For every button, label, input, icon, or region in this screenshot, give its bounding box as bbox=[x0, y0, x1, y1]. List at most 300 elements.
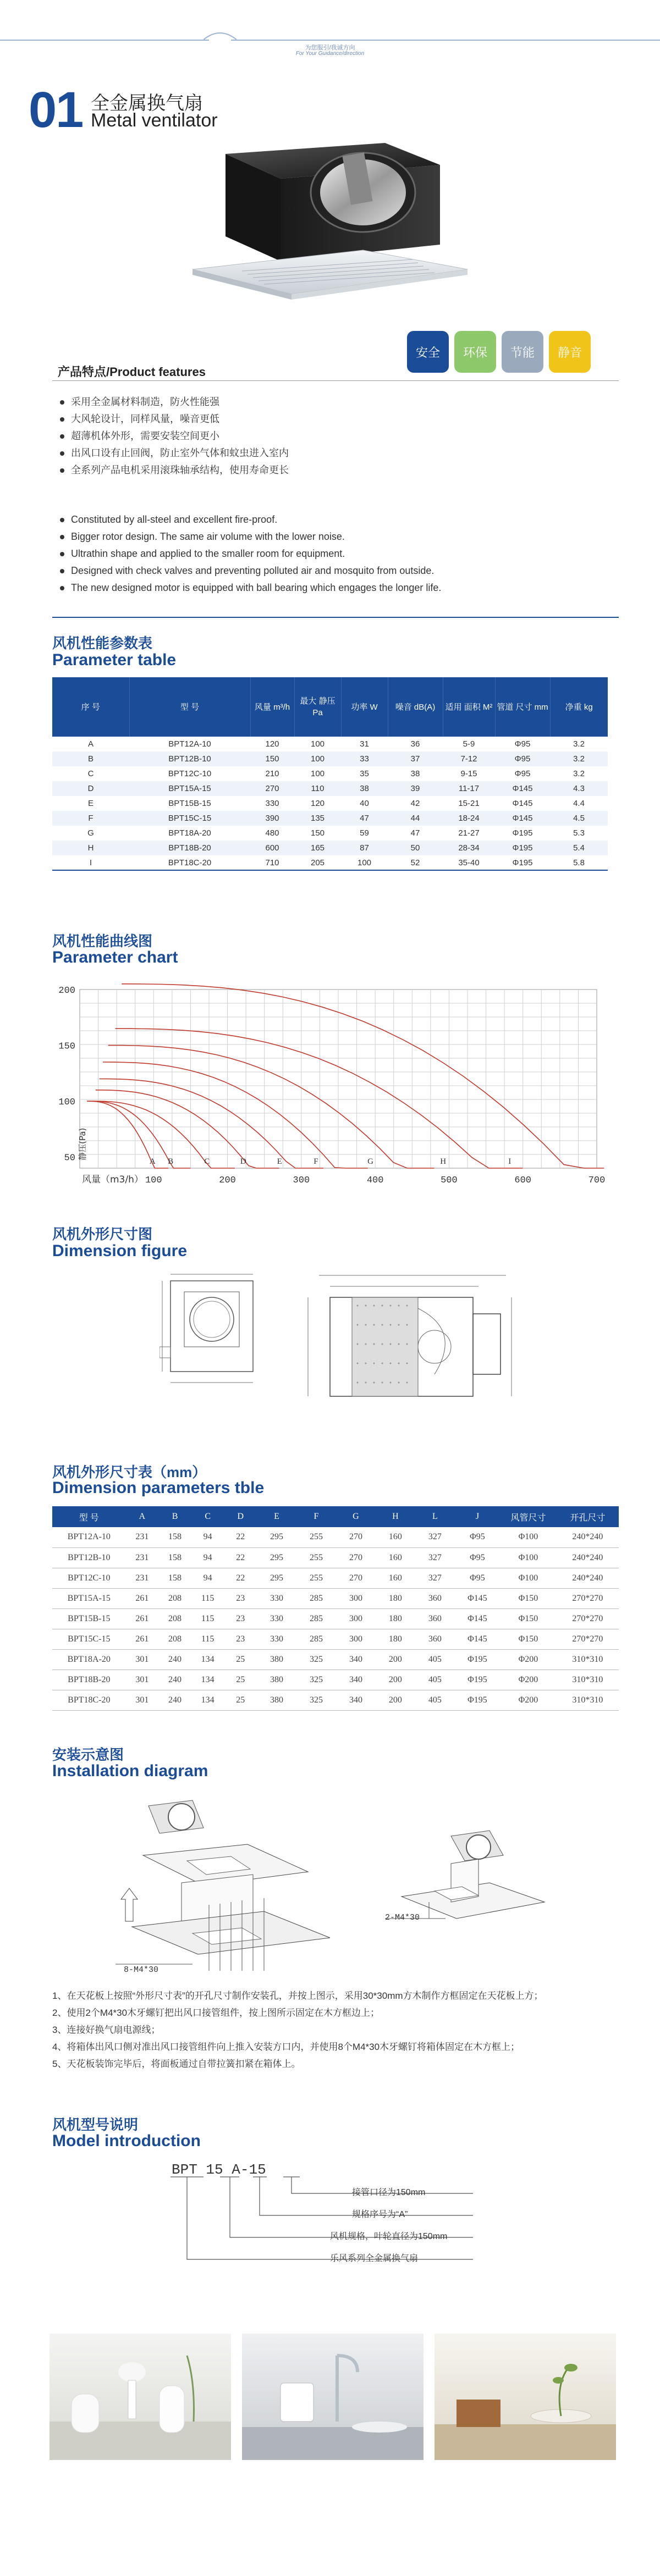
param-table-row bbox=[52, 841, 608, 855]
feature-cn: 全系列产品电机采用滚珠轴承结构，使用寿命更长 bbox=[58, 462, 608, 479]
param-col-header: 功率 W bbox=[341, 677, 388, 737]
parameter-table bbox=[52, 677, 608, 871]
param-col-header: 噪音 dB(A) bbox=[388, 677, 443, 737]
param-cell: E bbox=[87, 799, 94, 808]
param-col-header: 序 号 bbox=[52, 677, 129, 737]
feature-en: Ultrathin shape and applied to the smaller room for equipment. bbox=[58, 545, 635, 562]
chart-series-label: C bbox=[204, 1157, 210, 1166]
model-heading-en: Model introduction bbox=[52, 2132, 201, 2150]
dim-table-row bbox=[52, 1547, 619, 1568]
dim-cell: Φ95 bbox=[455, 1547, 500, 1568]
param-cell: Φ145 bbox=[495, 781, 550, 796]
param-table-row bbox=[52, 826, 608, 841]
param-col-header: 型 号 bbox=[129, 677, 250, 737]
chart-x-tick-label: 100 bbox=[145, 1175, 162, 1186]
dim-cell: Φ150 bbox=[500, 1629, 557, 1649]
installation-steps bbox=[52, 1987, 630, 2072]
dim-cell: 325 bbox=[296, 1690, 336, 1710]
dim-cell: 240*240 bbox=[557, 1527, 619, 1547]
param-cell: Φ145 bbox=[512, 799, 533, 808]
param-table-row bbox=[52, 737, 608, 751]
param-cell: 100 bbox=[294, 751, 341, 766]
dim-cell: 301 bbox=[126, 1690, 159, 1710]
chart-y-tick-label: 200 bbox=[58, 986, 75, 996]
dimension-table bbox=[52, 1506, 619, 1711]
install-label-right: 2-M4*30 bbox=[385, 1913, 420, 1922]
param-heading-en: Parameter table bbox=[52, 651, 177, 669]
dim-cell: 310*310 bbox=[557, 1649, 619, 1670]
param-cell: 50 bbox=[388, 841, 443, 855]
dim-cell: 134 bbox=[191, 1649, 224, 1670]
dim-col-header: L bbox=[415, 1506, 455, 1527]
install-heading-cn: 安装示意图 bbox=[52, 1746, 124, 1763]
dim-cell: BPT18A-20 bbox=[52, 1649, 126, 1670]
dim-cell: 180 bbox=[376, 1629, 415, 1649]
param-cell: 4.5 bbox=[550, 811, 608, 826]
param-cell: 33 bbox=[341, 751, 388, 766]
dim-cell: 160 bbox=[376, 1568, 415, 1588]
dim-cell: 180 bbox=[376, 1608, 415, 1629]
dim-cell: 94 bbox=[191, 1547, 224, 1568]
feature-en: Bigger rotor design. The same air volume with the lower noise. bbox=[58, 528, 635, 545]
dim-cell: BPT12B-10 bbox=[52, 1547, 126, 1568]
installation-diagram-left bbox=[110, 1789, 341, 1976]
dim-cell: 285 bbox=[296, 1608, 336, 1629]
param-cell: I bbox=[52, 855, 129, 870]
dim-cell: 360 bbox=[415, 1588, 455, 1608]
param-cell: 5-9 bbox=[463, 739, 475, 749]
chart-y-tick-label: 50 bbox=[64, 1153, 75, 1164]
chart-y-tick-label: 100 bbox=[58, 1097, 75, 1108]
model-note: 规格序号为“A” bbox=[352, 2210, 408, 2219]
param-cell: 35 bbox=[360, 769, 369, 778]
param-cell: BPT12A-10 bbox=[168, 739, 211, 749]
param-cell: 100 bbox=[341, 855, 388, 870]
dim-cell: 22 bbox=[224, 1547, 257, 1568]
dim-cell: 270*270 bbox=[557, 1608, 619, 1629]
features-heading: 产品特点/Product features bbox=[58, 365, 206, 379]
dim-table-row bbox=[52, 1568, 619, 1588]
dim-cell: 200 bbox=[376, 1670, 415, 1690]
dim-cell: 208 bbox=[158, 1629, 191, 1649]
dimfig-heading-en: Dimension figure bbox=[52, 1242, 188, 1260]
dim-cell: 310*310 bbox=[557, 1690, 619, 1710]
dim-cell: Φ95 bbox=[455, 1568, 500, 1588]
feature-cn: 采用全金属材料制造，防火性能强 bbox=[58, 394, 608, 411]
dim-col-header: 开孔尺寸 bbox=[557, 1506, 619, 1527]
param-cell: 11-17 bbox=[443, 781, 495, 796]
badge-safety: 安全 bbox=[407, 331, 449, 373]
dim-table-row bbox=[52, 1690, 619, 1710]
dim-cell: Φ145 bbox=[455, 1588, 500, 1608]
dim-cell: 180 bbox=[376, 1588, 415, 1608]
dim-cell: 380 bbox=[257, 1670, 296, 1690]
param-cell: H bbox=[52, 841, 129, 855]
dim-cell: BPT12A-10 bbox=[52, 1527, 126, 1547]
param-cell: 5.4 bbox=[550, 841, 608, 855]
chart-series-line bbox=[108, 1046, 435, 1168]
feature-en: Constituted by all-steel and excellent fire-proof. bbox=[58, 511, 635, 528]
dim-cell: 255 bbox=[296, 1568, 336, 1588]
dim-cell: 325 bbox=[296, 1670, 336, 1690]
model-code-series: BPT bbox=[172, 2162, 197, 2178]
dim-cell: Φ150 bbox=[500, 1608, 557, 1629]
param-col-header: 适用 面积 M² bbox=[443, 677, 495, 737]
param-cell: 100 bbox=[310, 739, 325, 749]
param-cell: BPT15C-15 bbox=[129, 811, 250, 826]
dim-cell: 380 bbox=[257, 1649, 296, 1670]
dim-cell: 295 bbox=[257, 1568, 296, 1588]
dim-col-header: 风管尺寸 bbox=[500, 1506, 557, 1527]
install-step: 2、使用2个M4*30木牙螺钉把出风口接管组件，按上图所示固定在木方框边上； bbox=[52, 2008, 380, 2018]
dim-col-header: E bbox=[257, 1506, 296, 1527]
chart-series-line bbox=[96, 1090, 279, 1168]
dim-cell: Φ150 bbox=[500, 1588, 557, 1608]
dim-cell: Φ100 bbox=[500, 1568, 557, 1588]
dim-cell: 115 bbox=[191, 1629, 224, 1649]
dim-cell: 160 bbox=[376, 1547, 415, 1568]
param-cell: 9-15 bbox=[460, 769, 477, 778]
param-cell: 87 bbox=[341, 841, 388, 855]
dim-table-row bbox=[52, 1608, 619, 1629]
chart-series-label: B bbox=[168, 1157, 174, 1166]
param-cell: C bbox=[87, 769, 94, 778]
dim-cell: Φ95 bbox=[455, 1527, 500, 1547]
dim-cell: 231 bbox=[126, 1547, 159, 1568]
dim-cell: 330 bbox=[257, 1608, 296, 1629]
feature-cn: 大风轮设计，同样风量，噪音更低 bbox=[58, 411, 608, 428]
dim-cell: 160 bbox=[376, 1527, 415, 1547]
dim-col-header: 型 号 bbox=[52, 1506, 126, 1527]
banner-rule-left bbox=[0, 40, 209, 41]
param-cell: 36 bbox=[410, 739, 420, 749]
features-divider bbox=[52, 380, 619, 381]
param-cell: 42 bbox=[410, 799, 420, 808]
dim-cell: 261 bbox=[126, 1588, 159, 1608]
param-cell: 330 bbox=[265, 799, 279, 808]
param-table-row bbox=[52, 811, 608, 826]
section-number: 01 bbox=[29, 82, 83, 138]
install-step: 3、连接好换气扇电源线； bbox=[52, 2025, 161, 2035]
dim-cell: 340 bbox=[336, 1649, 376, 1670]
dim-col-header: A bbox=[126, 1506, 159, 1527]
dim-col-header: H bbox=[376, 1506, 415, 1527]
param-heading-cn: 风机性能参数表 bbox=[52, 635, 153, 651]
dim-cell: 325 bbox=[296, 1649, 336, 1670]
dim-cell: 23 bbox=[224, 1588, 257, 1608]
chart-series-line bbox=[92, 1101, 235, 1168]
chart-x-tick-label: 300 bbox=[293, 1175, 310, 1186]
param-cell: Φ195 bbox=[495, 855, 550, 870]
param-cell: 4.4 bbox=[573, 799, 585, 808]
dim-cell: 115 bbox=[191, 1608, 224, 1629]
dim-cell: 270*270 bbox=[557, 1629, 619, 1649]
dim-cell: 285 bbox=[296, 1588, 336, 1608]
param-col-header: 最大 静压 Pa bbox=[294, 677, 341, 737]
dim-cell: Φ195 bbox=[455, 1670, 500, 1690]
install-step: 1、在天花板上按照“外形尺寸表”的开孔尺寸制作安装孔，并按上图示，采用30*30mm方木制作方框固定在天花板上方； bbox=[52, 1991, 543, 2001]
dim-cell: 25 bbox=[224, 1670, 257, 1690]
model-note: 接管口径为150mm bbox=[352, 2188, 426, 2197]
dim-table-row bbox=[52, 1629, 619, 1649]
chart-heading-cn: 风机性能曲线图 bbox=[52, 933, 153, 949]
product-title-cn: 全金属换气扇 bbox=[91, 93, 203, 114]
dim-cell: Φ100 bbox=[500, 1547, 557, 1568]
top-banner bbox=[0, 0, 660, 60]
badge-energy: 节能 bbox=[502, 331, 543, 373]
feature-cn: 超薄机体外形，需要安装空间更小 bbox=[58, 428, 608, 445]
dim-col-header: D bbox=[224, 1506, 257, 1527]
feature-en: The new designed motor is equipped with ball bearing which engages the longer life. bbox=[58, 579, 635, 596]
dim-cell: 405 bbox=[415, 1649, 455, 1670]
ventilator-product-image bbox=[182, 132, 479, 319]
dim-cell: BPT18C-20 bbox=[52, 1690, 126, 1710]
install-step: 5、天花板装饰完毕后，将面板通过自带拉簧扣紧在箱体上。 bbox=[52, 2059, 301, 2069]
chart-x-tick-label: 600 bbox=[514, 1175, 532, 1186]
param-cell: Φ95 bbox=[514, 769, 531, 778]
dim-cell: 255 bbox=[296, 1547, 336, 1568]
chart-series-label: I bbox=[508, 1157, 512, 1166]
chart-series-label: E bbox=[277, 1157, 282, 1166]
model-code bbox=[172, 2162, 266, 2178]
product-title-en: Metal ventilator bbox=[91, 110, 218, 131]
dim-cell: 200 bbox=[376, 1649, 415, 1670]
chart-series-line bbox=[89, 1101, 190, 1168]
dim-cell: 300 bbox=[336, 1608, 376, 1629]
dim-cell: 94 bbox=[191, 1527, 224, 1547]
dim-cell: 25 bbox=[224, 1649, 257, 1670]
dimtable-heading-en: Dimension parameters tble bbox=[52, 1479, 265, 1497]
dim-cell: 330 bbox=[257, 1588, 296, 1608]
param-cell: 5.8 bbox=[550, 855, 608, 870]
model-heading-cn: 风机型号说明 bbox=[52, 2116, 139, 2133]
dim-cell: BPT15C-15 bbox=[52, 1629, 126, 1649]
param-cell: 15-21 bbox=[458, 799, 480, 808]
dim-col-header: G bbox=[336, 1506, 376, 1527]
param-cell: 38 bbox=[341, 781, 388, 796]
features-list-cn bbox=[58, 394, 608, 479]
model-code-spec: A bbox=[232, 2162, 240, 2178]
dim-table-row bbox=[52, 1527, 619, 1547]
dim-cell: 340 bbox=[336, 1690, 376, 1710]
param-cell: 31 bbox=[360, 739, 369, 749]
param-cell: D bbox=[52, 781, 129, 796]
banner-slogan-cn: 为您服引/我诚方向 bbox=[305, 45, 355, 51]
dim-cell: 240 bbox=[158, 1649, 191, 1670]
param-header-row bbox=[52, 677, 608, 737]
dim-cell: 300 bbox=[336, 1629, 376, 1649]
dim-cell: 360 bbox=[415, 1608, 455, 1629]
dim-cell: 240 bbox=[158, 1690, 191, 1710]
dim-cell: 231 bbox=[126, 1527, 159, 1547]
param-table-row bbox=[52, 796, 608, 811]
param-cell: 5.3 bbox=[573, 828, 585, 838]
dim-cell: 240 bbox=[158, 1670, 191, 1690]
chart-heading-en: Parameter chart bbox=[52, 948, 178, 966]
photo-vases bbox=[50, 2334, 231, 2460]
param-cell: BPT15A-15 bbox=[129, 781, 250, 796]
dimfig-heading-cn: 风机外形尺寸图 bbox=[52, 1226, 153, 1242]
dim-cell: BPT18B-20 bbox=[52, 1670, 126, 1690]
dim-cell: 270 bbox=[336, 1547, 376, 1568]
dim-table-row bbox=[52, 1588, 619, 1608]
chart-x-tick-label: 400 bbox=[366, 1175, 384, 1186]
dim-cell: 330 bbox=[257, 1629, 296, 1649]
dim-cell: 327 bbox=[415, 1547, 455, 1568]
parameter-chart bbox=[52, 976, 616, 1196]
chart-x-axis-label: 风量（m3/h） bbox=[82, 1174, 144, 1185]
model-code-pipe: 15 bbox=[249, 2162, 266, 2178]
dim-cell: 405 bbox=[415, 1670, 455, 1690]
dim-cell: BPT12C-10 bbox=[52, 1568, 126, 1588]
dim-cell: 231 bbox=[126, 1568, 159, 1588]
dim-cell: Φ145 bbox=[455, 1608, 500, 1629]
dim-cell: 270 bbox=[336, 1568, 376, 1588]
param-cell: 47 bbox=[341, 811, 388, 826]
param-cell: 39 bbox=[388, 781, 443, 796]
param-cell: B bbox=[52, 751, 129, 766]
param-cell: 710 bbox=[250, 855, 294, 870]
dim-cell: BPT15B-15 bbox=[52, 1608, 126, 1629]
param-cell: 135 bbox=[294, 811, 341, 826]
chart-series-label: G bbox=[367, 1157, 373, 1166]
photo-bathroom bbox=[242, 2334, 424, 2460]
dim-cell: Φ100 bbox=[500, 1527, 557, 1547]
param-cell: 270 bbox=[250, 781, 294, 796]
dim-cell: 300 bbox=[336, 1588, 376, 1608]
param-cell: Φ145 bbox=[495, 811, 550, 826]
dim-col-header: C bbox=[191, 1506, 224, 1527]
dim-cell: 255 bbox=[296, 1527, 336, 1547]
feature-cn: 出风口设有止回阀，防止室外气体和蚊虫进入室内 bbox=[58, 445, 608, 462]
dim-cell: 158 bbox=[158, 1527, 191, 1547]
param-cell: 210 bbox=[265, 769, 279, 778]
dim-cell: 285 bbox=[296, 1629, 336, 1649]
dim-cell: 340 bbox=[336, 1670, 376, 1690]
install-step: 4、将箱体出风口侧对准出风口接管组件向上推入安装方口内，并使用8个M4*30木牙螺钉将箱体固定在木方框上； bbox=[52, 2042, 520, 2052]
badge-eco: 环保 bbox=[454, 331, 496, 373]
param-cell: 390 bbox=[250, 811, 294, 826]
param-col-header: 风量 m³/h bbox=[250, 677, 294, 737]
dim-cell: 261 bbox=[126, 1629, 159, 1649]
param-table-row bbox=[52, 766, 608, 781]
installation-diagram-right bbox=[380, 1825, 561, 1952]
dim-cell: Φ200 bbox=[500, 1670, 557, 1690]
chart-series-label: A bbox=[149, 1157, 156, 1166]
feature-en: Designed with check valves and preventing polluted air and mosquito from outside. bbox=[58, 562, 635, 579]
dim-cell: 380 bbox=[257, 1690, 296, 1710]
param-cell: 100 bbox=[310, 769, 325, 778]
dim-cell: Φ200 bbox=[500, 1649, 557, 1670]
model-note: 乐风系列全金属换气扇 bbox=[330, 2254, 419, 2263]
banner-swoosh-icon bbox=[204, 29, 237, 43]
dim-cell: 270*270 bbox=[557, 1588, 619, 1608]
param-cell: G bbox=[87, 828, 94, 838]
param-cell: 480 bbox=[265, 828, 279, 838]
model-code-diagram bbox=[165, 2160, 473, 2298]
model-code-size: 15 bbox=[206, 2162, 223, 2178]
param-cell: 52 bbox=[388, 855, 443, 870]
param-cell: 120 bbox=[265, 739, 279, 749]
param-cell: 165 bbox=[294, 841, 341, 855]
param-cell: BPT15B-15 bbox=[168, 799, 211, 808]
dim-cell: 22 bbox=[224, 1527, 257, 1547]
param-table-row bbox=[52, 781, 608, 796]
param-cell: 18-24 bbox=[443, 811, 495, 826]
dim-cell: Φ145 bbox=[455, 1629, 500, 1649]
chart-x-tick-label: 500 bbox=[441, 1175, 458, 1186]
param-cell: 28-34 bbox=[443, 841, 495, 855]
features-bottom-rule bbox=[52, 617, 619, 618]
chart-x-tick-label: 700 bbox=[588, 1175, 606, 1186]
dim-cell: 158 bbox=[158, 1547, 191, 1568]
param-cell: 44 bbox=[388, 811, 443, 826]
features-list-en bbox=[58, 511, 635, 596]
dim-cell: BPT15A-15 bbox=[52, 1588, 126, 1608]
param-table-row bbox=[52, 855, 608, 870]
model-code-dash: - bbox=[240, 2162, 249, 2178]
dim-cell: 261 bbox=[126, 1608, 159, 1629]
dim-cell: 115 bbox=[191, 1588, 224, 1608]
param-col-header: 管道 尺寸 mm bbox=[495, 677, 550, 737]
param-col-header: 净重 kg bbox=[550, 677, 608, 737]
dimtable-heading-cn: 风机外形尺寸表（mm） bbox=[52, 1464, 207, 1480]
param-cell: 205 bbox=[294, 855, 341, 870]
model-note: 风机规格，叶轮直径为150mm bbox=[330, 2232, 448, 2241]
param-cell: Φ95 bbox=[495, 751, 550, 766]
param-cell: F bbox=[52, 811, 129, 826]
dim-cell: 301 bbox=[126, 1649, 159, 1670]
dim-table-row bbox=[52, 1649, 619, 1670]
param-cell: A bbox=[87, 739, 94, 749]
param-cell: 37 bbox=[388, 751, 443, 766]
dim-cell: Φ195 bbox=[455, 1649, 500, 1670]
dim-cell: 25 bbox=[224, 1690, 257, 1710]
dimension-side-view bbox=[297, 1264, 528, 1407]
banner-slogan-en: For Your Guidance/direction bbox=[295, 51, 365, 57]
dim-col-header: B bbox=[158, 1506, 191, 1527]
dim-cell: Φ200 bbox=[500, 1690, 557, 1710]
dim-cell: 208 bbox=[158, 1608, 191, 1629]
param-cell: BPT18A-20 bbox=[168, 828, 211, 838]
dim-cell: 158 bbox=[158, 1568, 191, 1588]
param-cell: 59 bbox=[360, 828, 369, 838]
param-cell: 3.2 bbox=[573, 769, 585, 778]
param-cell: 47 bbox=[410, 828, 420, 838]
install-label-left: 8-M4*30 bbox=[124, 1965, 159, 1975]
dim-cell: 295 bbox=[257, 1527, 296, 1547]
lifestyle-photos bbox=[50, 2334, 616, 2460]
chart-series-line bbox=[87, 1101, 168, 1168]
dim-cell: 22 bbox=[224, 1568, 257, 1588]
param-cell: 600 bbox=[250, 841, 294, 855]
feature-badges bbox=[407, 331, 591, 373]
dimension-front-view bbox=[160, 1270, 270, 1396]
dim-cell: 310*310 bbox=[557, 1670, 619, 1690]
dim-header-row bbox=[52, 1506, 619, 1527]
chart-y-tick-label: 150 bbox=[58, 1041, 75, 1052]
param-cell: Φ95 bbox=[514, 739, 531, 749]
chart-series-label: D bbox=[240, 1157, 246, 1166]
param-cell: 35-40 bbox=[443, 855, 495, 870]
param-cell: Φ195 bbox=[512, 828, 533, 838]
param-cell: 7-12 bbox=[443, 751, 495, 766]
dim-cell: 240*240 bbox=[557, 1568, 619, 1588]
param-cell: 150 bbox=[310, 828, 325, 838]
badge-quiet: 静音 bbox=[549, 331, 591, 373]
dim-cell: 94 bbox=[191, 1568, 224, 1588]
chart-y-axis-label: 静压(Pa) bbox=[78, 1127, 87, 1160]
